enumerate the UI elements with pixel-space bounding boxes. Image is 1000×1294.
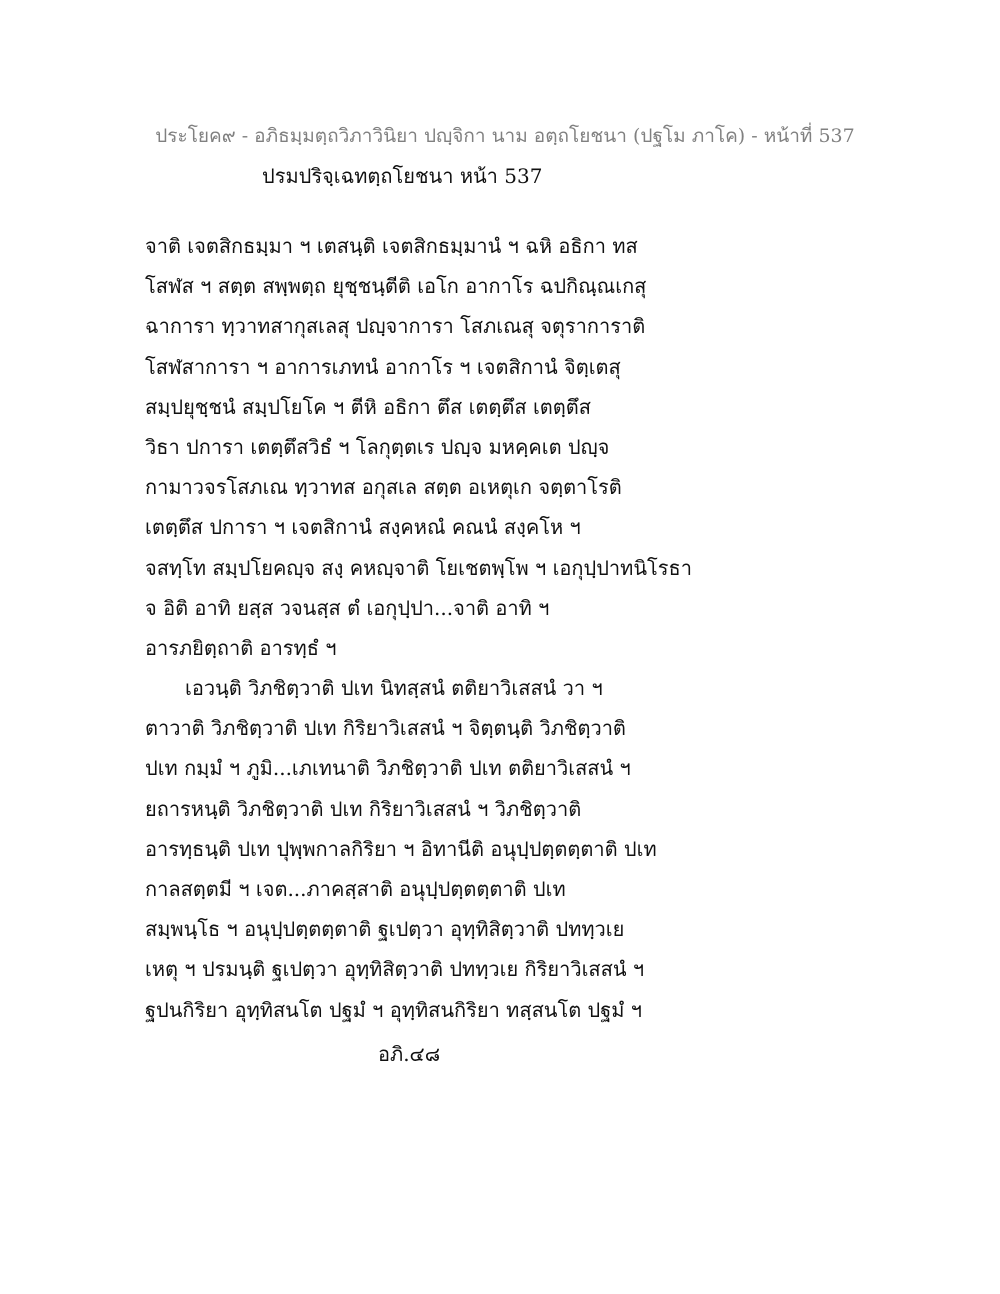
paragraph-start-line: เอวนฺติ วิภชิตฺวาติ ปเท นิทสฺสนํ ตติยาวิเสสนํ วา ฯ [185, 676, 603, 701]
body-line: เตตฺตึส ปการา ฯ เจตสิกานํ สงฺคหณํ คณนํ สงฺคโห ฯ [145, 515, 581, 540]
body-line: จสทฺโท สมฺปโยคญฺจ สงฺ คหญฺจาติ โยเชตพฺโพ ฯ เอกุปฺปาทนิโรธา [145, 555, 692, 580]
running-header: ประโยค๙ - อภิธมฺมตฺถวิภาวินิยา ปญฺจิกา นาม อตฺถโยชนา (ปฐโม ภาโค) - หน้าที่ 537 [155, 125, 855, 147]
body-line: ฉาการา ทฺวาทสากุสเลสุ ปญฺจาการา โสภเณสุ จตุราการาติ [145, 314, 646, 339]
body-line: ยถารหนฺติ วิภชิตฺวาติ ปเท กิริยาวิเสสนํ ฯ วิภชิตฺวาติ [145, 796, 582, 821]
body-line: สมฺปยุชฺชนํ สมฺปโยโค ฯ ตีหิ อธิกา ตึส เตตฺตึส เตตฺตึส [145, 394, 591, 419]
body-line: วิธา ปการา เตตฺตึสวิธํ ฯ โลกุตฺตเร ปญฺจ มหคฺคเต ปญฺจ [145, 434, 610, 459]
body-line: ปเท กมฺมํ ฯ ภูมิ...เภเทนาติ วิภชิตฺวาติ ปเท ตติยาวิเสสนํ ฯ [145, 756, 631, 781]
body-line: กามาวจรโสภเณ ทฺวาทส อกุสเล สตฺต อเหตุเก จตฺตาโรติ [145, 475, 622, 500]
body-line: จาติ เจตสิกธมฺมา ฯ เตสนฺติ เจตสิกธมฺมานํ ฯ ฉหิ อธิกา ทส [145, 234, 638, 258]
body-line: ฐปนกิริยา อุทฺทิสนโต ปฐมํ ฯ อุทฺทิสนกิริยา ทสฺสนโต ปฐมํ ฯ [145, 997, 643, 1022]
body-line: อารภยิตฺถาติ อารทฺธํ ฯ [145, 635, 337, 660]
body-line: ตาวาติ วิภชิตฺวาติ ปเท กิริยาวิเสสนํ ฯ จิตฺตนฺติ วิภชิตฺวาติ [145, 716, 626, 741]
body-line: อารทฺธนฺติ ปเท ปุพฺพกาลกิริยา ฯ อิทานีติ อนุปฺปตฺตตฺตาติ ปเท [145, 836, 657, 861]
body-line: เหตุ ฯ ปรมนฺติ ฐเปตฺวา อุทฺทิสิตฺวาติ ปททฺวเย กิริยาวิเสสนํ ฯ [145, 957, 645, 982]
body-line: สมฺพนฺโธ ฯ อนุปฺปตฺตตฺตาติ ฐเปตฺวา อุทฺทิสิตฺวาติ ปททฺวเย [145, 917, 625, 942]
body-line: จ อิติ อาทิ ยสฺส วจนสฺส ตํ เอกุปฺปา...จาติ อาทิ ฯ [145, 595, 550, 620]
section-heading: ปรมปริจฺเฉทตฺถโยชนา หน้า 537 [262, 164, 543, 188]
body-text [145, 226, 865, 1030]
body-line: โสฬส ฯ สตฺต สพฺพตฺถ ยุชฺชนฺตีติ เอโก อากาโร ฉปกิณฺณเกสุ [145, 274, 647, 299]
body-line: โสฬสาการา ฯ อาการเภทนํ อากาโร ฯ เจตสิกานํ จิตฺเตสุ [145, 354, 621, 379]
page-footer-marker: อภิ.๔๘ [378, 1042, 441, 1066]
body-line: กาลสตฺตมี ฯ เจต...ภาคสฺสาติ อนุปฺปตฺตตฺตาติ ปเท [145, 877, 566, 901]
